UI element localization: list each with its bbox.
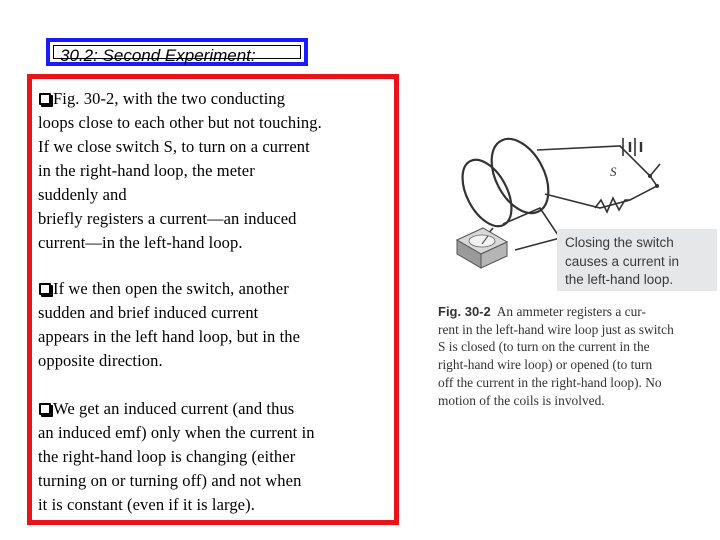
right-loop	[480, 129, 560, 222]
paragraph-1-line-7: current—in the left-hand loop.	[38, 233, 243, 252]
caption-line-6: motion of the coils is involved.	[438, 392, 605, 408]
switch-label: S	[610, 164, 617, 179]
paragraph-1-line-1: Fig. 30-2, with the two conducting	[53, 89, 286, 108]
paragraph-1-line-4: in the right-hand loop, the meter	[38, 161, 255, 180]
paragraph-2-line-4: opposite direction.	[38, 351, 163, 370]
paragraph-3-line-4: turning on or turning off) and not when	[38, 471, 302, 490]
caption-line-1: An ammeter registers a cur-	[496, 304, 646, 319]
checkbox-bullet-icon	[39, 93, 51, 105]
paragraph-3-line-3: the right-hand loop is changing (either	[38, 447, 296, 466]
switch-icon	[648, 164, 660, 188]
caption-line-2: rent in the left-hand wire loop just as switch	[438, 321, 674, 337]
content-box	[27, 74, 399, 525]
paragraph-3-line-1: We get an induced current (and thus	[53, 399, 295, 418]
caption-line-5: off the current in the right-hand loop). No	[438, 374, 662, 390]
paragraph-2-line-1: If we then open the switch, another	[53, 279, 289, 298]
paragraph-2	[38, 277, 396, 373]
right-circuit-wire	[537, 146, 657, 208]
left-loop	[452, 152, 521, 234]
paragraph-1-line-3: If we close switch S, to turn on a current	[38, 137, 310, 156]
figure-callout	[557, 229, 717, 291]
paragraph-3-line-5: it is constant (even if it is large).	[38, 495, 255, 514]
ammeter-icon	[457, 228, 507, 268]
checkbox-bullet-icon	[39, 403, 51, 415]
paragraph-2-line-3: appears in the left hand loop, but in the	[38, 327, 301, 346]
caption-line-3: S is closed (to turn on the current in the	[438, 339, 650, 355]
paragraph-2-line-2: sudden and brief induced current	[38, 303, 259, 322]
battery-icon	[623, 138, 641, 156]
paragraph-3	[38, 397, 396, 517]
paragraph-1-line-5: suddenly and	[38, 185, 127, 204]
caption-line-4: right-hand wire loop) or opened (to turn	[438, 357, 653, 373]
slide-title-box	[46, 38, 308, 66]
checkbox-bullet-icon	[39, 283, 51, 295]
caption-label: Fig. 30-2	[438, 304, 491, 319]
figure-caption	[438, 303, 710, 409]
slide-title: 30.2: Second Experiment:	[53, 45, 301, 59]
paragraph-1-line-2: loops close to each other but not touching.	[38, 113, 322, 132]
callout-line-2: causes a current in	[565, 253, 680, 269]
paragraph-1-line-6: briefly registers a current—an induced	[38, 209, 297, 228]
callout-line-3: the left-hand loop.	[565, 272, 674, 287]
callout-line-1: Closing the switch	[565, 235, 674, 250]
paragraph-1	[38, 87, 396, 255]
paragraph-3-line-2: an induced emf) only when the current in	[38, 423, 315, 442]
